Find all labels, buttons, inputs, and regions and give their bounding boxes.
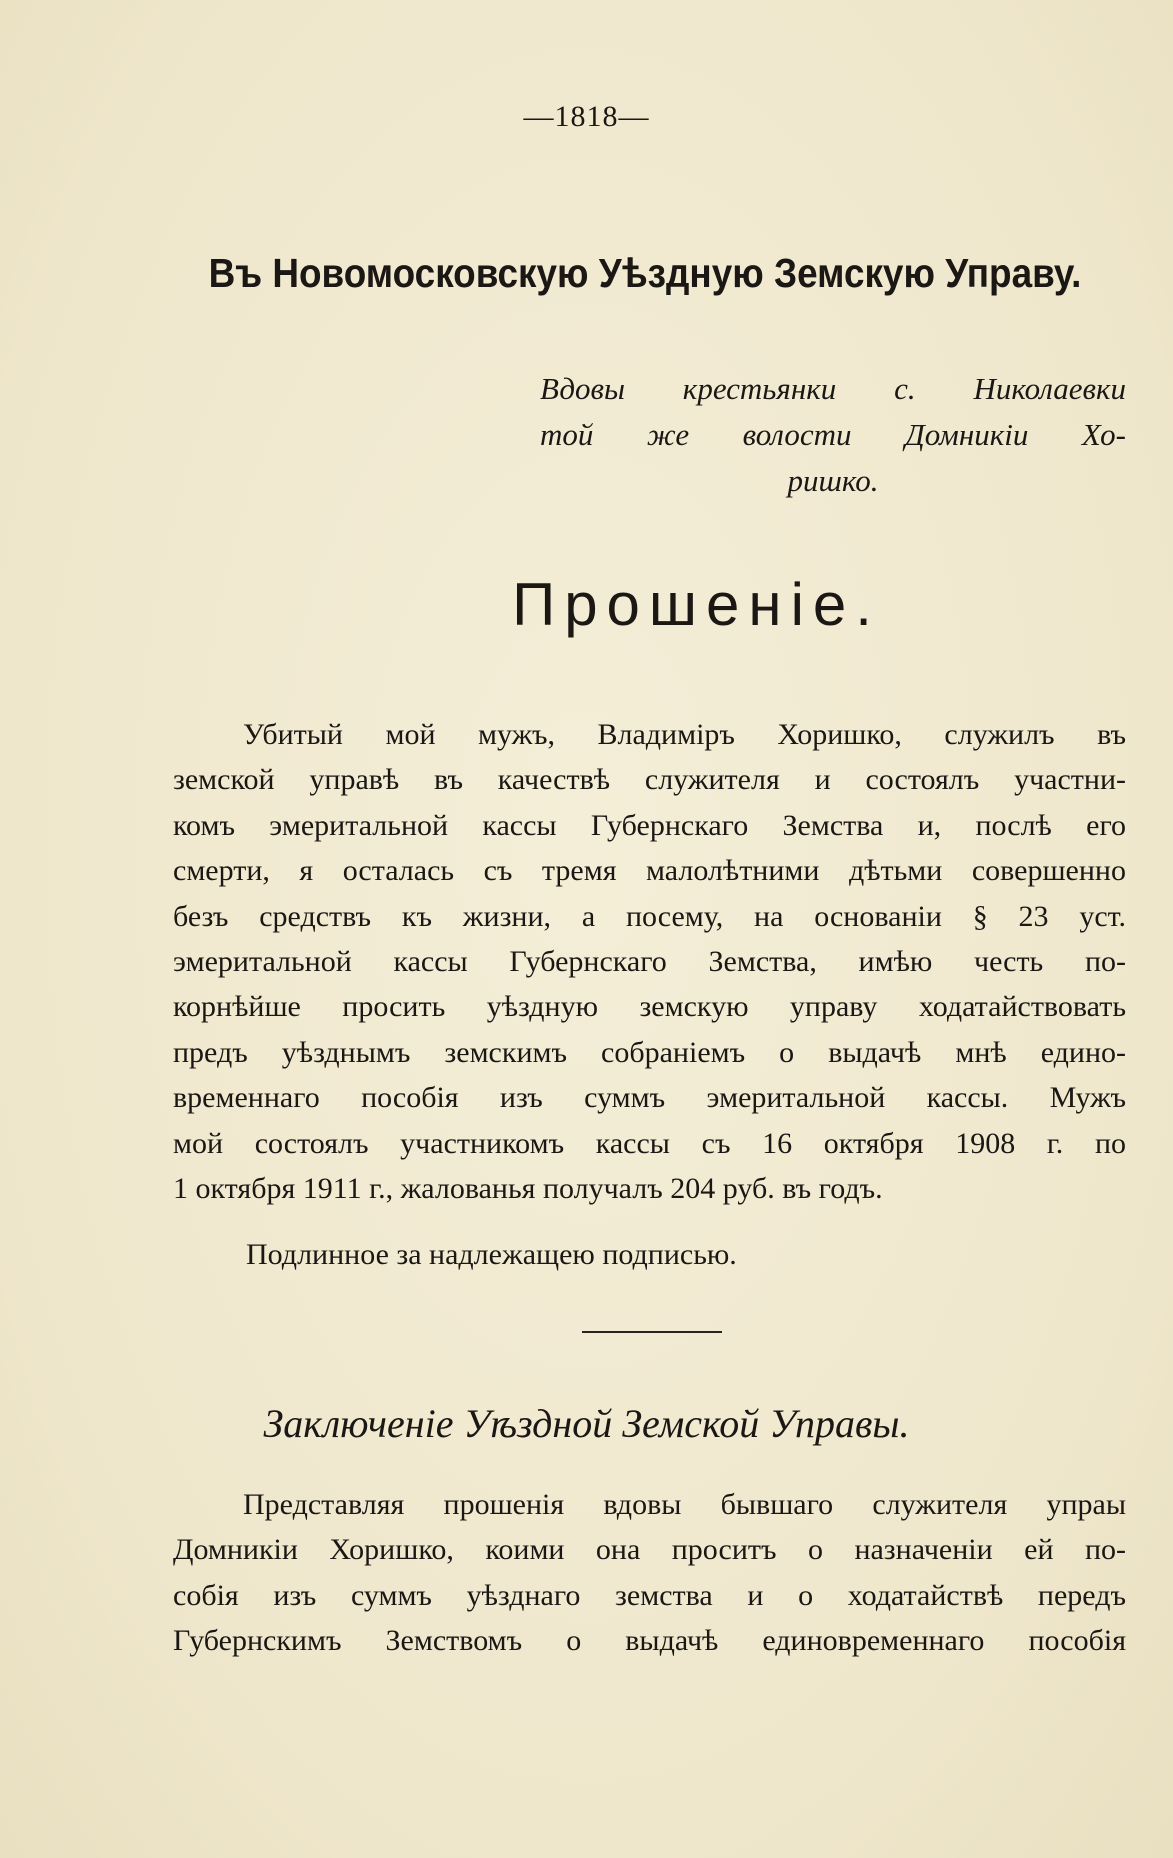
petition-line: земской управѣ въ качествѣ служителя и состоялъ участни- [173, 763, 1126, 797]
petition-line: Убитый мой мужъ, Владиміръ Хоришко, служилъ въ [243, 718, 1126, 751]
petition-line: смерти, я осталась съ тремя малолѣтними дѣтьми совершенно [173, 854, 1126, 888]
petition-line: предъ уѣзднымъ земскимъ собраніемъ о выдачѣ мнѣ едино- [173, 1035, 1126, 1069]
conclusion-line: Домникіи Хоришко, коими она проситъ о назначеніи ей по- [173, 1533, 1126, 1567]
petition-line: мой состоялъ участникомъ кассы съ 16 октября 1908 г. по [173, 1126, 1126, 1160]
petitioner-line: Вдовы крестьянки с. Николаевки [540, 371, 1126, 406]
conclusion-line: собія изъ суммъ уѣзднаго земства и о ходатайствѣ передъ [173, 1578, 1126, 1612]
petition-line: эмеритальной кассы Губернскаго Земства, имѣю честь по- [173, 945, 1126, 979]
petitioner-line: ришко. [787, 463, 879, 498]
petition-line: комъ эмеритальной кассы Губернскаго Земства и, послѣ его [173, 808, 1126, 842]
page-number: —1818— [523, 100, 650, 133]
petitioner-block [540, 366, 1126, 504]
petition-line: корнѣйше просить уѣздную земскую управу ходатайствовать [173, 990, 1126, 1024]
petition-paragraph [173, 712, 1126, 1211]
petition-line: временнаго пособія изъ суммъ эмеритальной кассы. Мужъ [173, 1081, 1126, 1115]
conclusion-line: Губернскимъ Земствомъ о выдачѣ единовременнаго пособія [173, 1624, 1126, 1658]
conclusion-heading: Заключеніе Уѣздной Земской Управы. [263, 1401, 910, 1446]
petition-title: Прошеніе. [512, 571, 881, 638]
conclusion-paragraph [173, 1482, 1126, 1664]
petition-line: безъ средствъ къ жизни, а посему, на основаніи § 23 уст. [173, 899, 1126, 933]
authentication-note: Подлинное за надлежащею подписью. [246, 1238, 737, 1271]
petition-line: 1 октября 1911 г., жалованья получалъ 204 руб. въ годъ. [173, 1172, 883, 1206]
section-divider [582, 1331, 722, 1333]
petitioner-line: той же волости Домникіи Хо- [540, 417, 1126, 452]
document-heading: Въ Новомосковскую Уѣздную Земскую Управу. [208, 250, 1082, 296]
conclusion-line: Представляя прошенія вдовы бывшаго служителя упраы [243, 1488, 1126, 1521]
